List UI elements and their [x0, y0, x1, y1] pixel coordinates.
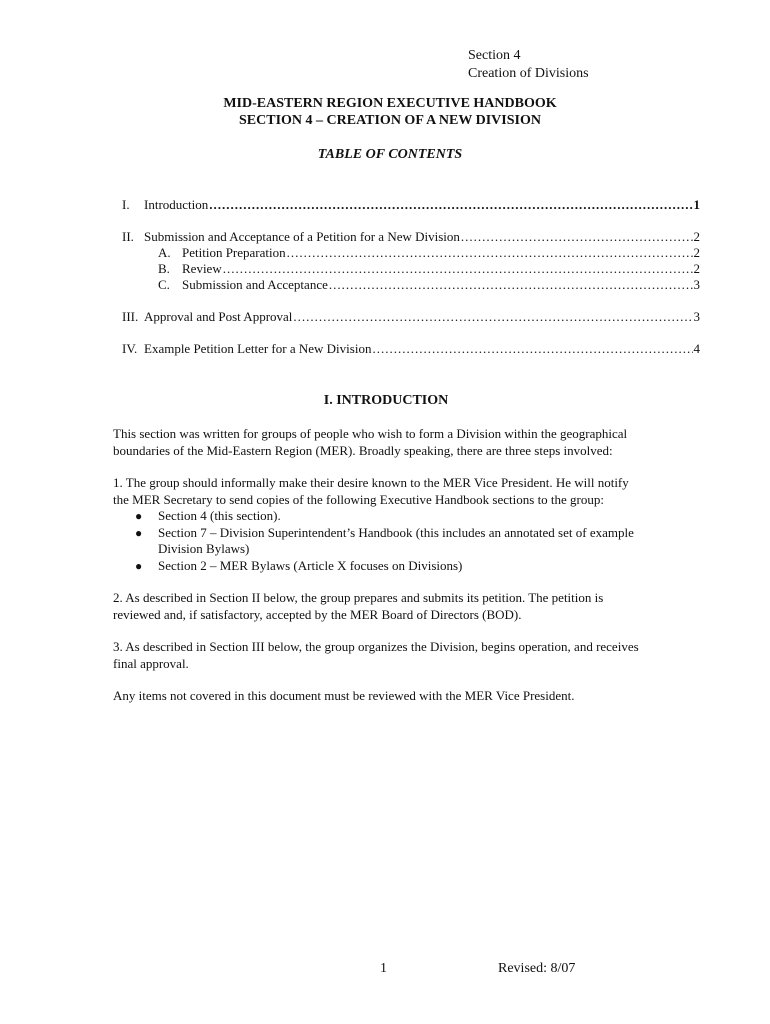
- toc-page-number: 2: [693, 261, 700, 276]
- introduction-body: [113, 426, 643, 721]
- bullet-icon: ●: [135, 558, 143, 573]
- intro-paragraph-1: This section was written for groups of people who wish to form a Division within the geographical boundaries of the Mid-Eastern Region (MER). Broadly speaking, there are three steps involved:: [113, 426, 628, 458]
- toc-number: III.: [122, 309, 139, 324]
- toc-leader-dots: [461, 229, 693, 245]
- toc-label: Submission and Acceptance of a Petition for a New Division: [144, 229, 460, 244]
- header-subtitle: Creation of Divisions: [468, 66, 589, 81]
- toc-page-number: 1: [693, 197, 700, 212]
- toc-entry-introduction[interactable]: [122, 197, 700, 213]
- intro-paragraph-3: 2. As described in Section II below, the group prepares and submits its petition. The petition is reviewed and, if satisfactory, accepted by the MER Board of Directors (BOD).: [113, 590, 604, 622]
- list-item: ● Section 2 – MER Bylaws (Article X focuses on Divisions): [135, 557, 463, 573]
- toc-heading: TABLE OF CONTENTS: [317, 147, 463, 162]
- toc-leader-dots: [287, 245, 693, 261]
- toc-entry-petition-preparation[interactable]: [122, 245, 700, 261]
- revised-date: Revised: 8/07: [498, 961, 576, 976]
- toc-leader-dots: [223, 261, 693, 277]
- toc-number: IV.: [122, 341, 138, 356]
- toc-leader-dots: [329, 277, 693, 293]
- header-section: Section 4: [468, 48, 521, 63]
- toc-leader-dots: [293, 309, 692, 325]
- intro-paragraph-2: 1. The group should informally make their desire known to the MER Vice President. He will notify the MER Secretary to send copies of the following Executive Handbook sections to the group:: [113, 475, 629, 507]
- toc-number: A.: [158, 245, 171, 260]
- toc-entry-review[interactable]: [122, 261, 700, 277]
- toc-entry-example-letter[interactable]: [122, 341, 700, 357]
- toc-leader-dots: [372, 341, 692, 357]
- toc-entry-approval[interactable]: [122, 309, 700, 325]
- toc-label: Submission and Acceptance: [182, 277, 328, 292]
- toc-label: Petition Preparation: [182, 245, 286, 260]
- list-item: ● Section 4 (this section).: [135, 508, 281, 523]
- toc-label: Approval and Post Approval: [144, 309, 293, 324]
- title-line-2: SECTION 4 – CREATION OF A NEW DIVISION: [239, 113, 541, 128]
- intro-paragraph-4: 3. As described in Section III below, the group organizes the Division, begins operation, and receives final approval.: [113, 639, 639, 671]
- toc-entry-submission-acceptance[interactable]: [122, 277, 700, 293]
- toc-number: B.: [158, 261, 170, 276]
- running-header: [468, 47, 589, 83]
- bullet-icon: ●: [135, 525, 143, 540]
- intro-paragraph-5: Any items not covered in this document must be reviewed with the MER Vice President.: [113, 688, 575, 703]
- document-title: [0, 95, 770, 129]
- toc-page-number: 3: [693, 309, 700, 324]
- toc-number: C.: [158, 277, 170, 292]
- table-of-contents: [122, 197, 700, 357]
- toc-label: Example Petition Letter for a New Division: [144, 341, 372, 356]
- toc-page-number: 2: [693, 245, 700, 260]
- toc-page-number: 2: [693, 229, 700, 244]
- toc-number: II.: [122, 229, 134, 244]
- toc-label: Introduction: [144, 197, 209, 212]
- page-number: 1: [380, 961, 387, 976]
- toc-number: I.: [122, 197, 130, 212]
- list-item: ● Section 7 – Division Superintendent’s Handbook (this includes an annotated set of example Division Bylaws): [135, 524, 634, 556]
- toc-label: Review: [182, 261, 222, 276]
- toc-entry-submission[interactable]: [122, 229, 700, 245]
- toc-page-number: 3: [693, 277, 700, 292]
- toc-leader-dots: [209, 197, 692, 213]
- section-list: [113, 508, 643, 574]
- title-line-1: MID-EASTERN REGION EXECUTIVE HANDBOOK: [223, 96, 557, 111]
- bullet-icon: ●: [135, 509, 143, 523]
- toc-page-number: 4: [693, 341, 700, 356]
- introduction-heading: I. INTRODUCTION: [323, 393, 449, 408]
